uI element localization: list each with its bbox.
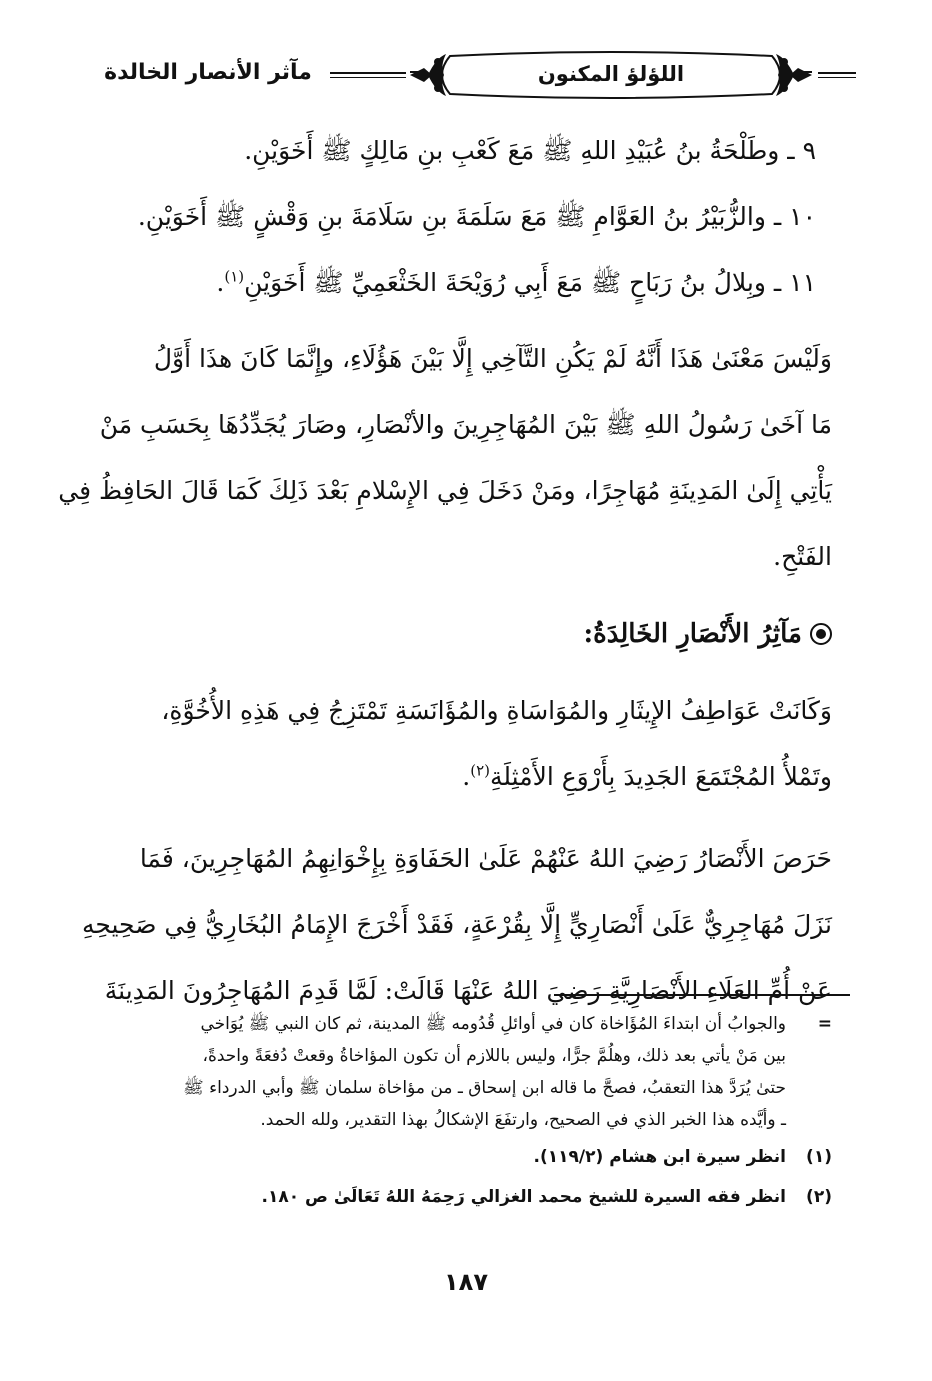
footnote-ref: (١) — [224, 267, 245, 286]
paragraph — [58, 326, 832, 590]
footnote-continuation-line — [110, 1040, 832, 1072]
heading-text: مَآثِرُ الأَنْصَارِ الخَالِدَةُ: — [583, 619, 802, 649]
list-item — [110, 260, 832, 306]
footnote-ref: (٢) — [470, 761, 490, 780]
footnote — [110, 1178, 832, 1216]
footnote — [110, 1138, 832, 1176]
footnote-text: والجوابُ أن ابتداءَ المُؤَاخاة كان في أوائلِ قُدُومه ﷺ المدينة، ثم كان النبي ﷺ يُوَاخي — [200, 1014, 786, 1034]
page-number: ١٨٧ — [444, 1268, 488, 1296]
section-heading — [110, 606, 832, 662]
footnote-text: انظر فقه السيرة للشيخ محمد الغزالي رَحِمَهُ اللهُ تَعَالَىٰ ص ١٨٠. — [261, 1187, 786, 1207]
paragraph-line: وَكَانَتْ عَوَاطِفُ الإِيثَارِ والمُوَاسَاةِ والمُؤَانَسَةِ تَمْتَزِجُ فِي هَذِهِ الأُخُوَّةِ، — [161, 696, 832, 725]
paragraph-line: عَنْ أُمِّ العَلَاءِ الأَنْصَارِيَّةِ رَضِيَ اللهُ عَنْهَا قَالَتْ: لَمَّا قَدِمَ المُهَاجِرُونَ المَدِينَةَ — [104, 976, 832, 1005]
footnote-text: انظر سيرة ابن هشام (١١٩/٢). — [533, 1147, 786, 1167]
footnote-continuation-line — [110, 1104, 832, 1136]
paragraph-line: حَرَصَ الأَنْصَارُ رَضِيَ اللهُ عَنْهُمْ عَلَىٰ الحَفَاوَةِ بِإِخْوَانِهِمُ المُهَاجِرِينَ، فَمَا — [139, 844, 832, 873]
list-item: ٩ ـ وطَلْحَةُ بنُ عُبَيْدِ اللهِ ﷺ مَعَ كَعْبِ بنِ مَالِكٍ ﷺ أَخَوَيْنِ. — [244, 136, 816, 165]
list-item: ١٠ ـ والزُّبَيْرُ بنُ العَوَّامِ ﷺ مَعَ سَلَمَةَ بنِ سَلَامَةَ بنِ وَقْشٍ ﷺ أَخَوَيْنِ. — [137, 202, 816, 231]
main-text — [58, 128, 832, 1024]
footnote-text: حتىٰ يُرَدَّ هذا التعقبُ، فصحَّ ما قاله ابن إسحاق ـ من مؤاخاة سلمان ﷺ وأبي الدرداء ﷺ — [183, 1078, 786, 1098]
paragraph-line-end: . — [462, 762, 471, 791]
footnote-continuation-line — [110, 1072, 832, 1104]
footnotes — [110, 1008, 832, 1216]
paragraph-line: مَا آخَىٰ رَسُولُ اللهِ ﷺ بَيْنَ المُهَاجِرِينَ والأنْصَارِ، وصَارَ يُجَدِّدُهَا بِحَسَبِ مَنْ — [99, 410, 832, 439]
continuation-marker: = — [817, 1014, 832, 1034]
paragraph-line: وَلَيْسَ مَعْنَىٰ هَذَا أَنَّهُ لَمْ يَكُنِ التَّآخِي إِلَّا بَيْنَ هَؤُلَاءِ، وإِنَّمَا كَانَ هذَا أَوَّلُ — [153, 344, 832, 373]
section-title: مآثر الأنصار الخالدة — [104, 60, 312, 85]
running-header — [88, 50, 856, 100]
paragraph-line: الفَتْحِ. — [773, 542, 832, 571]
header-rule-right — [818, 72, 856, 78]
footnote-text: ـ وأيَّده هذا الخبر الذي في الصحيح، وارتفَعَ الإشكالُ بهذا التقدير، ولله الحمد. — [260, 1110, 786, 1130]
footnote-number: (١) — [806, 1147, 832, 1167]
footnote-continuation-line — [110, 1008, 832, 1040]
footnote-text: بين مَنْ يأتي بعد ذلك، وهلُمَّ جرًّا، وليس باللازم أن تكون المؤاخاةُ وقعتْ دُفعَةً واحدةً، — [202, 1046, 786, 1066]
paragraph-line: يَأْتِي إِلَىٰ المَدِينَةِ مُهَاجِرًا، ومَنْ دَخَلَ فِي الإِسْلامِ بَعْدَ ذَلِكَ كَمَا قَالَ الحَافِظُ فِي — [58, 476, 832, 505]
footnote-separator — [554, 994, 850, 996]
list-item-end: . — [216, 268, 225, 297]
paragraph — [110, 678, 832, 810]
flower-bullet-icon — [810, 623, 832, 645]
paragraph-line: نَزَلَ مُهَاجِرِيٌّ عَلَىٰ أَنْصَارِيٍّ إِلَّا بِقُرْعَةٍ، فَقَدْ أَخْرَجَ الإِمَامُ البُخَارِيُّ فِي صَحِيحِهِ — [81, 910, 832, 939]
paragraph-line-text: وتَمْلأُ المُجْتَمَعَ الجَدِيدَ بِأَرْوَعِ الأَمْثِلَةِ — [489, 762, 832, 791]
ornamental-title-frame — [410, 50, 812, 100]
book-title: اللؤلؤ المكنون — [537, 62, 685, 86]
header-rule-left — [330, 72, 406, 78]
paragraph-line — [110, 744, 832, 810]
footnote-number: (٢) — [806, 1187, 832, 1207]
list-item-text: ١١ ـ وبِلالُ بنُ رَبَاحٍ ﷺ مَعَ أَبِي رُوَيْحَةَ الخَثْعَمِيِّ ﷺ أَخَوَيْنِ — [244, 268, 816, 297]
